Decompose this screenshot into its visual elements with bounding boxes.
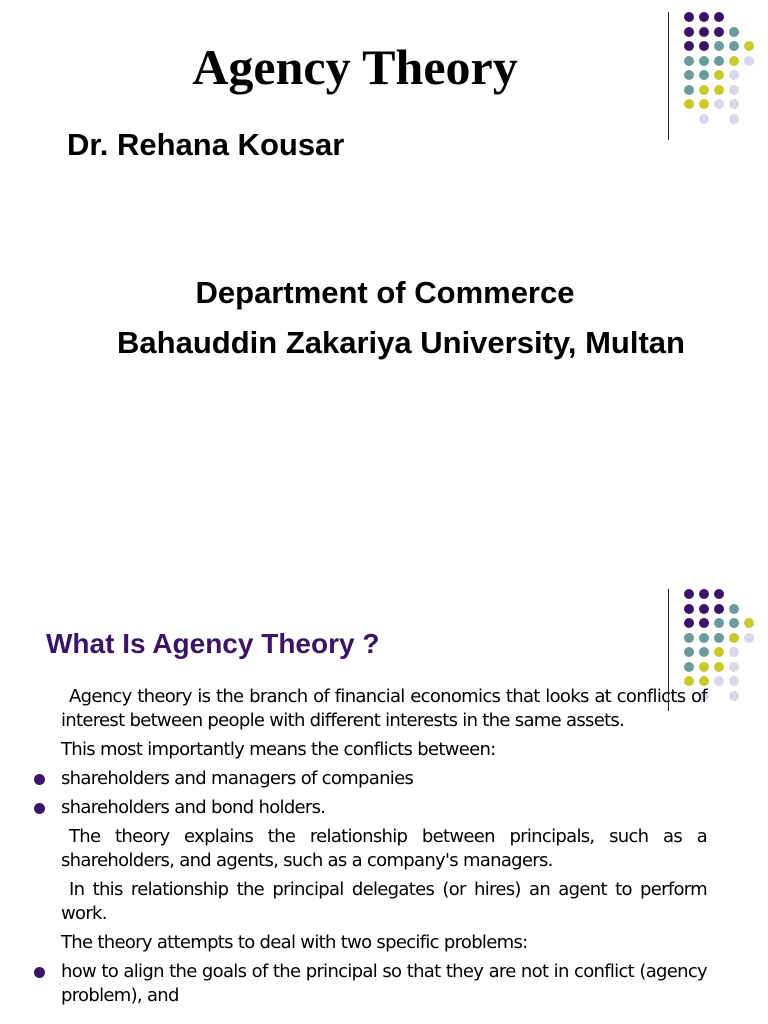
author-name: Dr. Rehana Kousar bbox=[67, 127, 345, 162]
dot bbox=[684, 604, 694, 614]
dot bbox=[714, 647, 724, 657]
bullet-icon bbox=[34, 967, 45, 978]
dot bbox=[699, 589, 709, 599]
dot bbox=[744, 618, 754, 628]
dot bbox=[729, 56, 739, 66]
dot bbox=[699, 662, 709, 672]
dot bbox=[684, 618, 694, 628]
university-name: Bahauddin Zakariya University, Multan bbox=[117, 325, 685, 360]
dot bbox=[729, 70, 739, 80]
department-name: Department of Commerce bbox=[195, 275, 575, 310]
dot bbox=[729, 114, 739, 124]
bullet-item: shareholders and managers of companies bbox=[61, 767, 707, 791]
dot bbox=[714, 618, 724, 628]
dot bbox=[714, 70, 724, 80]
slide-body bbox=[61, 685, 707, 1013]
dot bbox=[699, 618, 709, 628]
dot bbox=[699, 99, 709, 109]
dot bbox=[684, 12, 694, 22]
dot bbox=[714, 662, 724, 672]
dot bbox=[729, 41, 739, 51]
content-slide bbox=[0, 575, 768, 1024]
dot bbox=[684, 589, 694, 599]
dot bbox=[729, 99, 739, 109]
dot bbox=[729, 27, 739, 37]
dot bbox=[729, 85, 739, 95]
dot bbox=[699, 27, 709, 37]
dot bbox=[729, 662, 739, 672]
dot bbox=[744, 56, 754, 66]
paragraph: Agency theory is the branch of financial economics that looks at conflicts of interest between people with different interests in the same assets. bbox=[61, 686, 707, 731]
dot bbox=[699, 114, 709, 124]
dot bbox=[684, 662, 694, 672]
dot bbox=[699, 604, 709, 614]
dot bbox=[714, 56, 724, 66]
dot bbox=[714, 676, 724, 686]
dot bbox=[714, 604, 724, 614]
dot bbox=[714, 41, 724, 51]
dot bbox=[714, 12, 724, 22]
dot bbox=[729, 691, 739, 701]
dot bbox=[684, 647, 694, 657]
bullet-item: shareholders and bond holders. bbox=[61, 796, 707, 820]
dot bbox=[684, 633, 694, 643]
dot bbox=[714, 633, 724, 643]
dot bbox=[699, 12, 709, 22]
dot bbox=[729, 647, 739, 657]
paragraph: In this relationship the principal delegates (or hires) an agent to perform work. bbox=[61, 879, 707, 924]
dot bbox=[714, 99, 724, 109]
dot bbox=[744, 41, 754, 51]
dot bbox=[684, 99, 694, 109]
slide-title: Agency Theory bbox=[192, 39, 518, 95]
bullet-icon bbox=[34, 803, 45, 814]
dot bbox=[699, 633, 709, 643]
dot bbox=[729, 633, 739, 643]
bullet-icon bbox=[34, 774, 45, 785]
slide-title: What Is Agency Theory ? bbox=[46, 628, 380, 659]
paragraph: The theory attempts to deal with two specific problems: bbox=[61, 932, 528, 953]
paragraph: This most importantly means the conflicts between: bbox=[61, 739, 496, 760]
dot bbox=[714, 589, 724, 599]
bullet-item: how to align the goals of the principal so that they are not in conflict (agency problem), and bbox=[61, 960, 707, 1008]
dot bbox=[714, 27, 724, 37]
dot bbox=[684, 27, 694, 37]
dot bbox=[729, 676, 739, 686]
dot bbox=[699, 647, 709, 657]
paragraph: The theory explains the relationship between principals, such as a shareholders, and agents, such as a company's managers. bbox=[61, 826, 707, 871]
dot bbox=[744, 633, 754, 643]
dot bbox=[729, 604, 739, 614]
dot bbox=[729, 618, 739, 628]
dot bbox=[714, 85, 724, 95]
